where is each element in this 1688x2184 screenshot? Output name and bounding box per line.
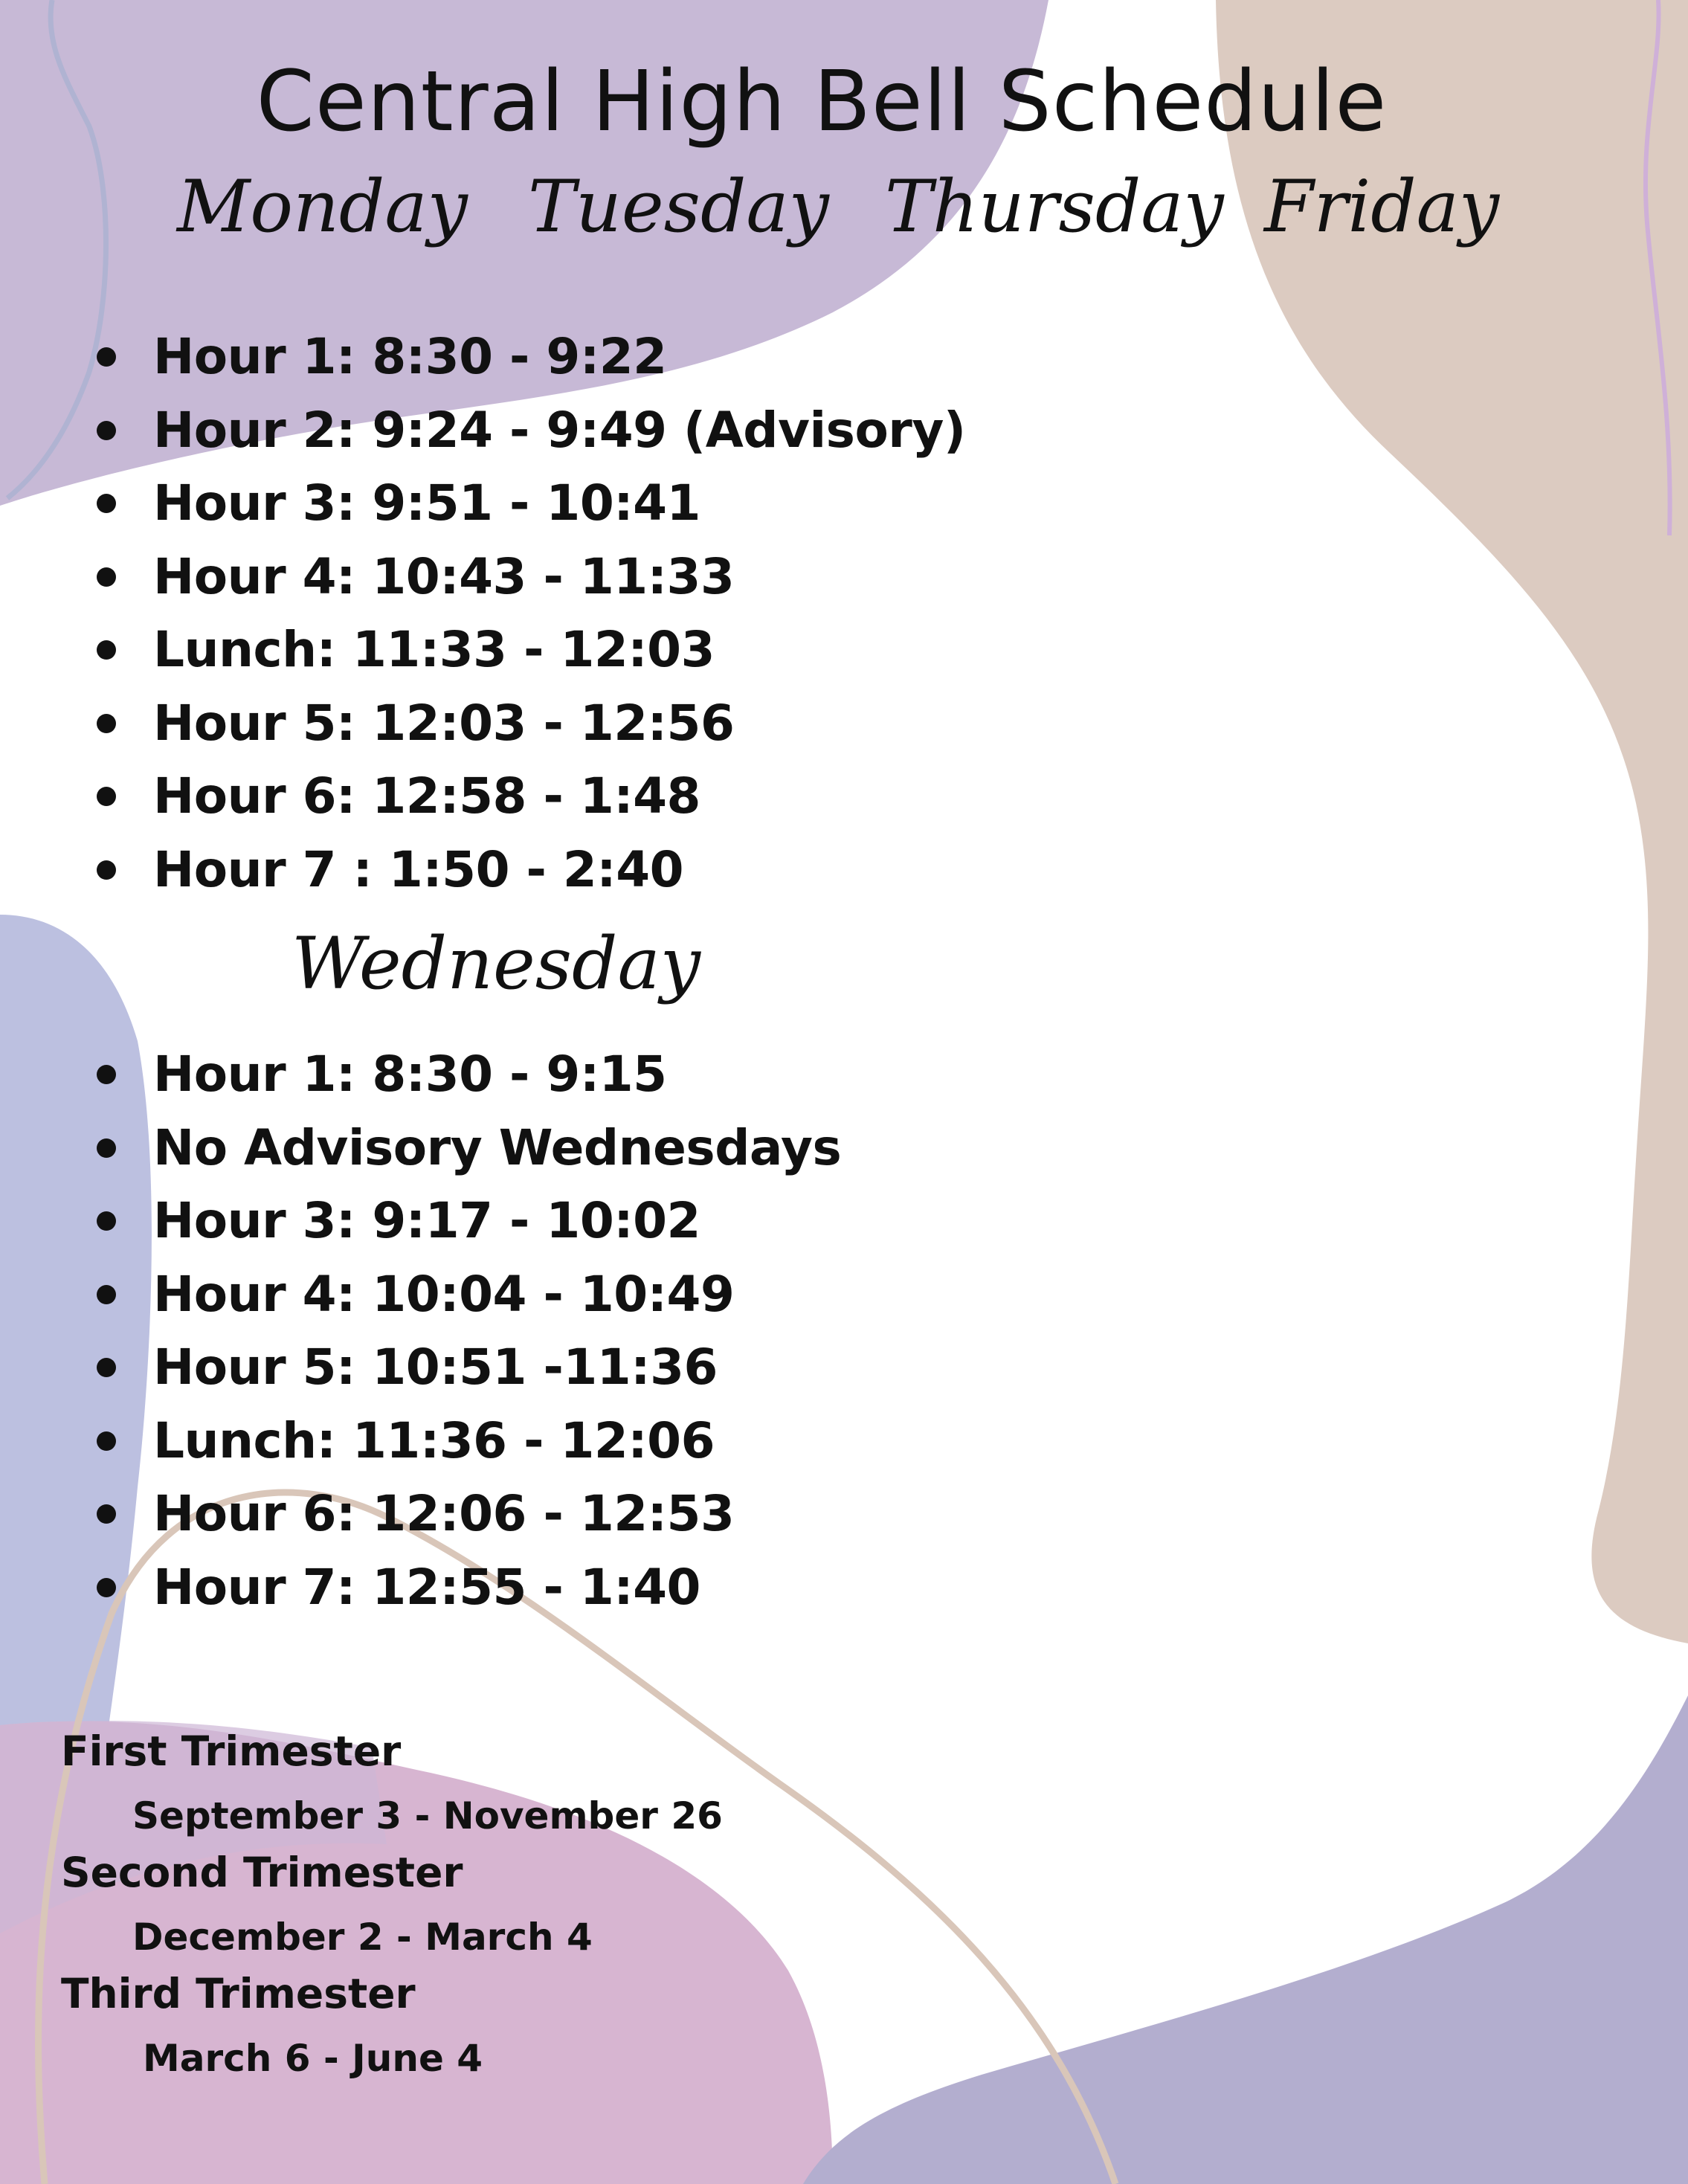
first-trimester-dates: September 3 - November 26 <box>132 1794 723 1837</box>
bullet <box>97 1504 116 1524</box>
bullet <box>97 860 116 880</box>
first-trimester-label: First Trimester <box>61 1727 402 1775</box>
bullet <box>97 1578 116 1597</box>
regular-schedule-list <box>97 320 966 906</box>
bullet <box>97 1211 116 1231</box>
bullet <box>97 1285 116 1304</box>
day-wednesday: Wednesday <box>291 922 700 1005</box>
third-trimester-label: Third Trimester <box>61 1970 416 2017</box>
list-item: Hour 4: 10:04 - 10:49 <box>97 1258 841 1332</box>
day-monday: Monday <box>177 165 468 248</box>
list-item: Hour 1: 8:30 - 9:22 <box>97 320 966 394</box>
list-item: Hour 7: 12:55 - 1:40 <box>97 1551 841 1625</box>
list-item: Hour 3: 9:17 - 10:02 <box>97 1185 841 1258</box>
bullet <box>97 347 116 367</box>
list-item: Hour 1: 8:30 - 9:15 <box>97 1038 841 1112</box>
list-item: Hour 7 : 1:50 - 2:40 <box>97 834 966 907</box>
list-item: Hour 2: 9:24 - 9:49 (Advisory) <box>97 394 966 468</box>
list-item: Lunch: 11:36 - 12:06 <box>97 1405 841 1478</box>
wednesday-schedule-list <box>97 1038 841 1624</box>
day-tuesday: Tuesday <box>528 165 829 248</box>
bullet <box>97 1065 116 1084</box>
page-title: Central High Bell Schedule <box>256 54 1388 150</box>
day-friday: Friday <box>1264 165 1500 248</box>
list-item: Hour 3: 9:51 - 10:41 <box>97 467 966 541</box>
bullet <box>97 714 116 733</box>
bullet <box>97 1138 116 1158</box>
bullet <box>97 567 116 587</box>
bullet <box>97 787 116 806</box>
list-item: Hour 5: 10:51 -11:36 <box>97 1331 841 1405</box>
second-trimester-dates: December 2 - March 4 <box>132 1916 593 1959</box>
slate-blob <box>803 1695 1688 2184</box>
list-item: Hour 6: 12:58 - 1:48 <box>97 760 966 834</box>
bullet <box>97 494 116 513</box>
list-item: Hour 6: 12:06 - 12:53 <box>97 1478 841 1551</box>
list-item: Lunch: 11:33 - 12:03 <box>97 613 966 687</box>
list-item: Hour 4: 10:43 - 11:33 <box>97 541 966 614</box>
second-trimester-label: Second Trimester <box>61 1849 463 1896</box>
list-item: No Advisory Wednesdays <box>97 1112 841 1185</box>
third-trimester-dates: March 6 - June 4 <box>143 2037 483 2080</box>
bullet <box>97 1358 116 1377</box>
bullet <box>97 421 116 440</box>
list-item: Hour 5: 12:03 - 12:56 <box>97 687 966 761</box>
bullet <box>97 640 116 660</box>
day-thursday: Thursday <box>885 165 1224 248</box>
bullet <box>97 1431 116 1451</box>
